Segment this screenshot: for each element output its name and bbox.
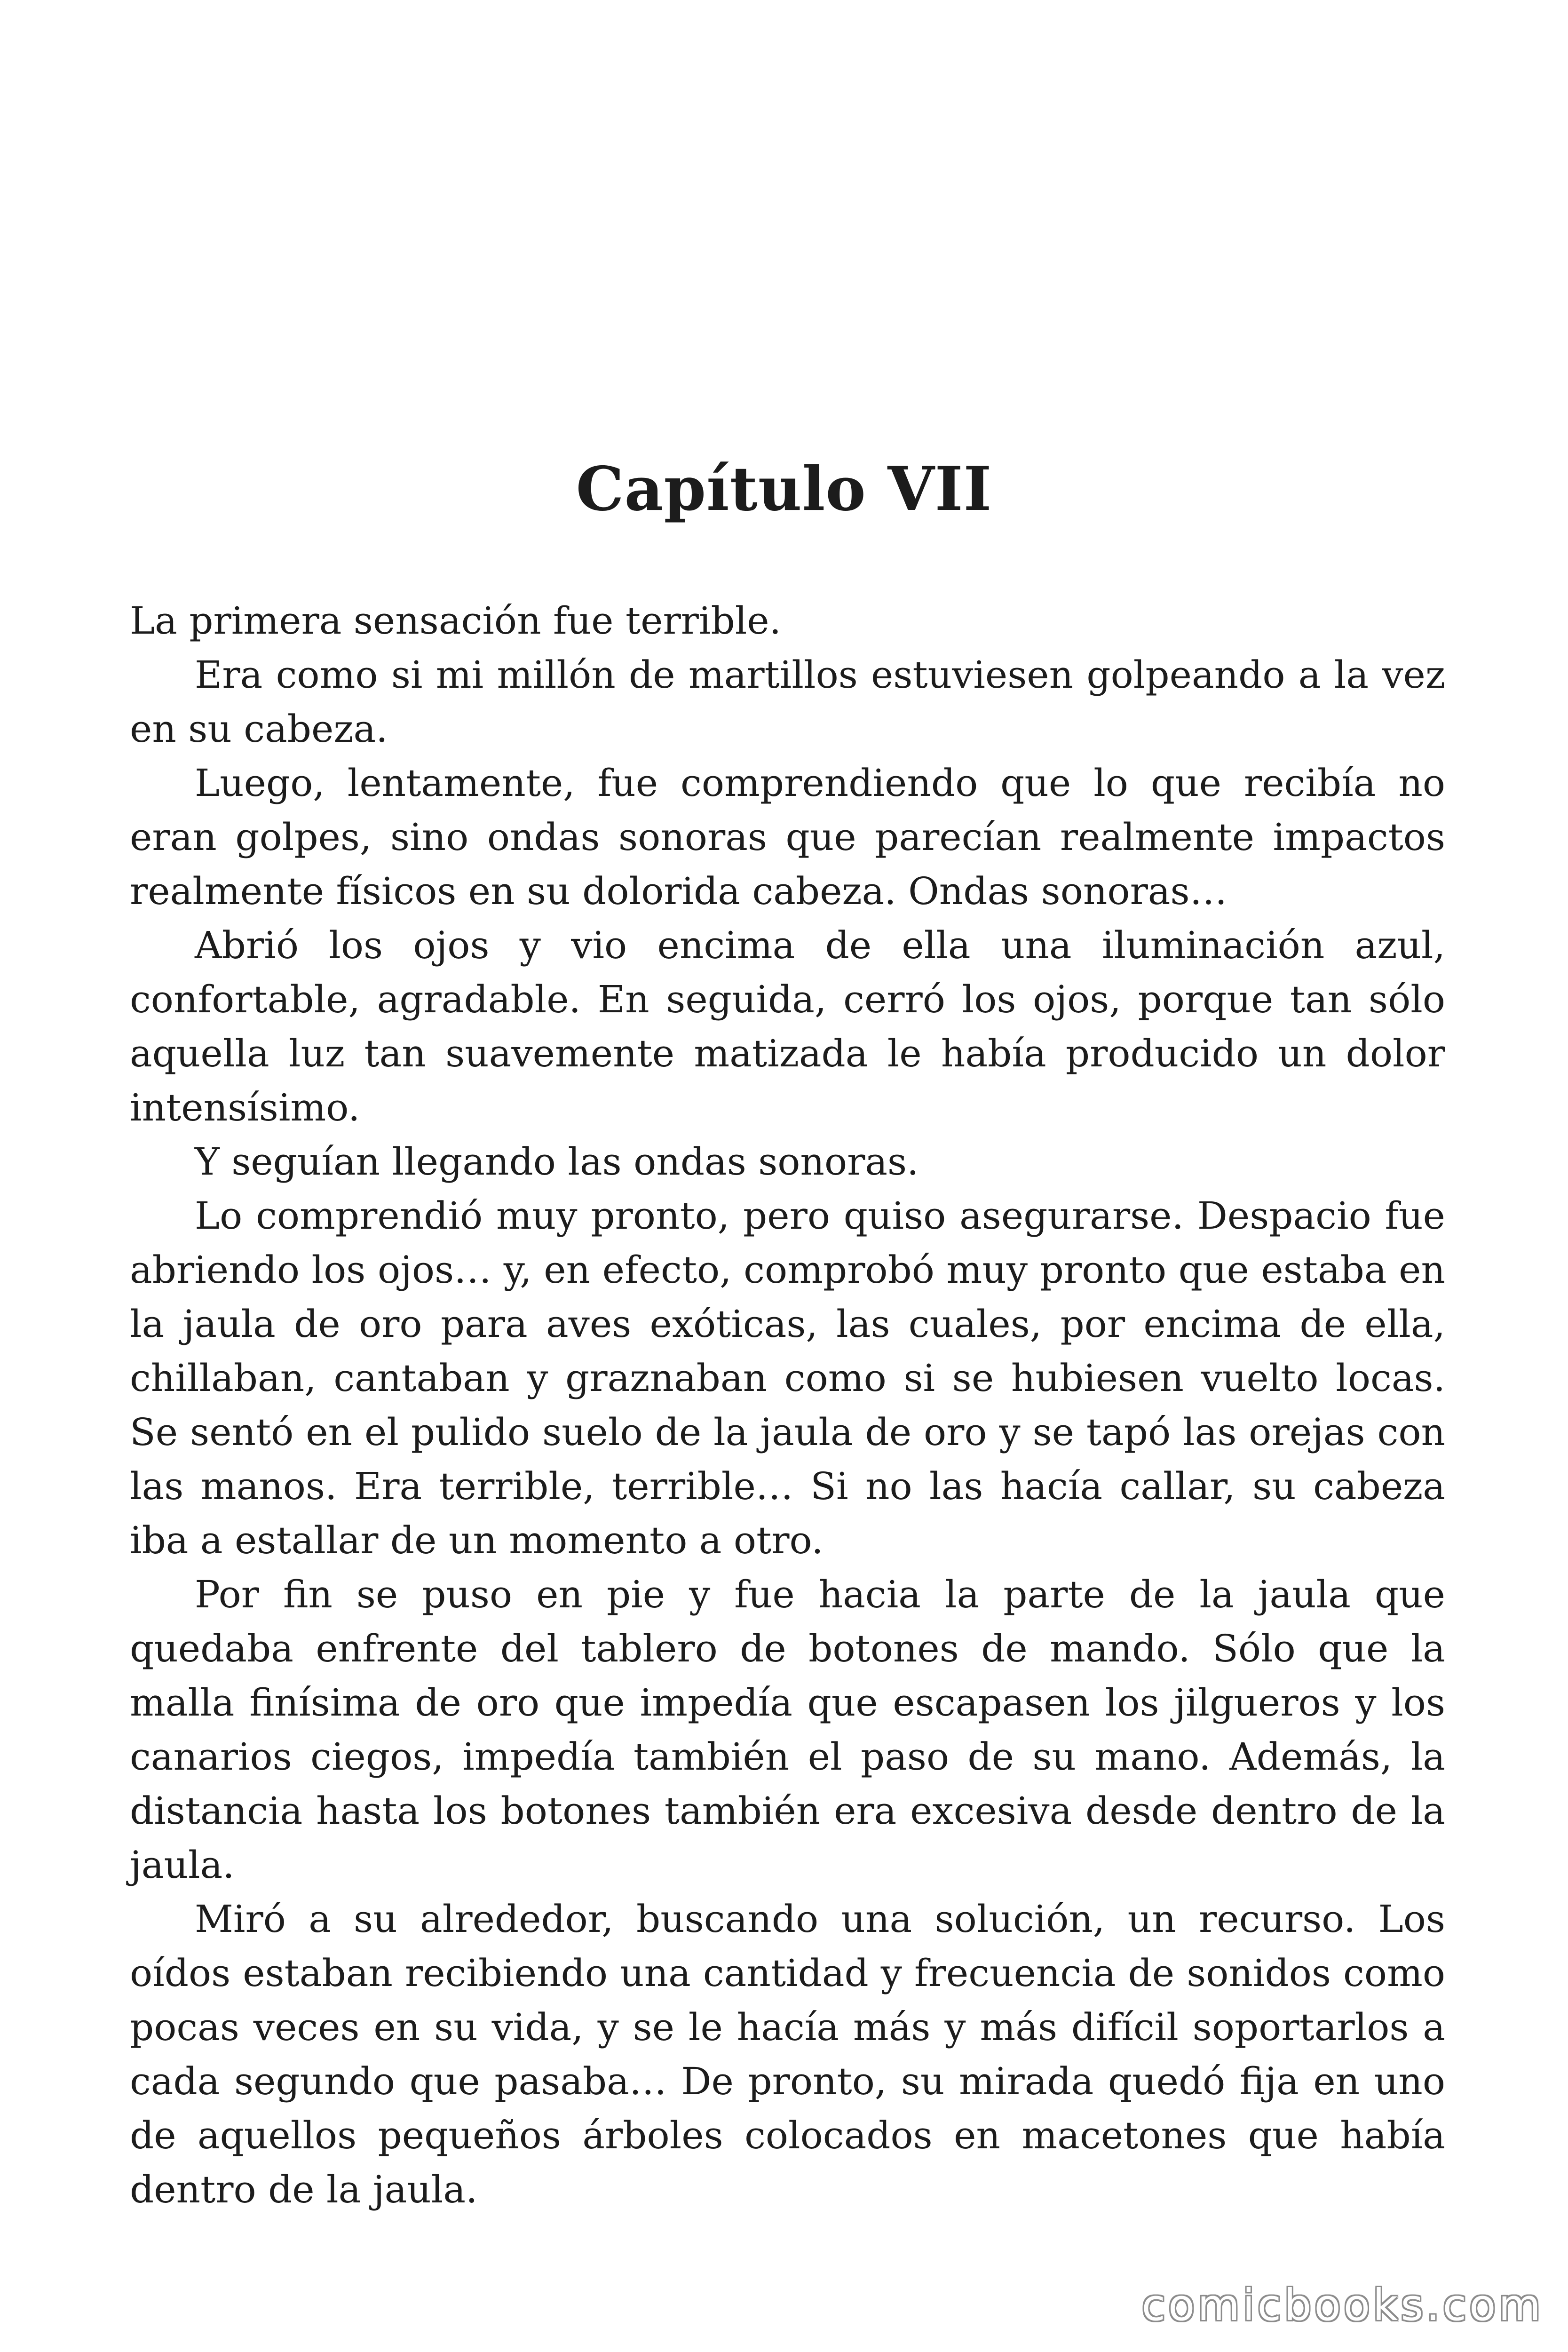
paragraph: Y seguían llegando las ondas sonoras. (195, 1140, 919, 1184)
paragraph: La primera sensación fue terrible. (130, 599, 782, 643)
paragraph: Abrió los ojos y vio encima de ella una iluminación azul, confortable, agradable. En seguida, cerró los ojos, porque tan sólo aquella luz tan suavemente matizada le había producido un dolor intensísimo. (130, 923, 1445, 1129)
paragraph: Miró a su alrededor, buscando una solución, un recurso. Los oídos estaban recibiendo una cantidad y frecuencia de sonidos como pocas veces en su vida, y se le hacía más y más difícil soportarlos a cada segundo que pasaba… De pronto, su mirada quedó fija en uno de aquellos pequeños árboles colocados en macetones que había dentro de la jaula. (130, 1897, 1445, 2211)
paragraph: Era como si mi millón de martillos estuviesen golpeando a la vez en su cabeza. (130, 653, 1445, 751)
paragraph: Por fin se puso en pie y fue hacia la parte de la jaula que quedaba enfrente del tablero de botones de mando. Sólo que la malla finísima de oro que impedía que escapasen los jilgueros y los canarios ciegos, impedía también el paso de su mano. Además, la distancia hasta los botones también era excesiva desde dentro de la jaula. (130, 1573, 1445, 1887)
paragraph: Lo comprendió muy pronto, pero quiso asegurarse. Despacio fue abriendo los ojos… y, en efecto, comprobó muy pronto que estaba en la jaula de oro para aves exóticas, las cuales, por encima de ella, chillaban, cantaban y graznaban como si se hubiesen vuelto locas. Se sentó en el pulido suelo de la jaula de oro y se tapó las orejas con las manos. Era terrible, terrible… Si no las hacía callar, su cabeza iba a estallar de un momento a otro. (130, 1194, 1445, 1562)
chapter-body (130, 594, 1445, 2217)
paragraph: Luego, lentamente, fue comprendiendo que lo que recibía no eran golpes, sino ondas sonoras que parecían realmente impactos realmente físicos en su dolorida cabeza. Ondas sonoras… (130, 761, 1445, 913)
site-watermark: comicbooks.com (1141, 2280, 1544, 2330)
chapter-title: Capítulo VII (576, 454, 992, 524)
